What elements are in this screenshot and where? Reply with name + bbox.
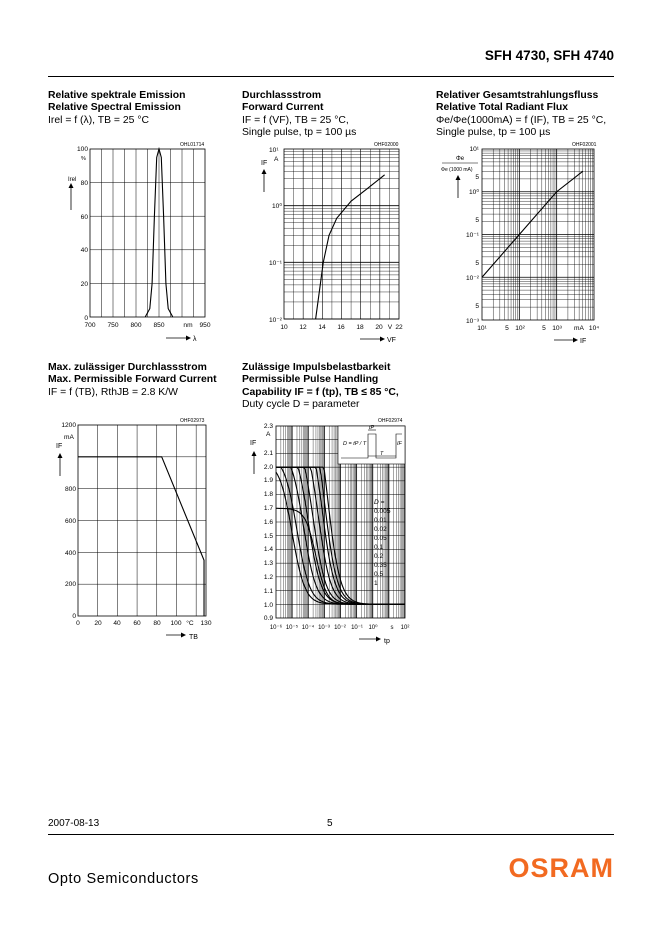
flux-xtick-10e4: 10⁴ [588, 325, 600, 332]
maxcurrent-y-ticks [65, 486, 76, 620]
pulse-legend-05: 0.5 [374, 571, 384, 578]
forward-grid [284, 149, 399, 319]
spectral-grid [90, 149, 205, 317]
pulse-x-arrowhead [376, 637, 381, 642]
forward-chart [242, 138, 417, 348]
pulse-inset-if: IF [397, 441, 402, 447]
maxcurrent-heading-en: Max. Permissible Forward Current [48, 374, 217, 386]
maxcurrent-ytick-1200: 1200 [61, 422, 76, 429]
spectral-heading-en: Relative Spectral Emission [48, 102, 181, 114]
flux-curve [482, 171, 583, 277]
maxcurrent-ytick-200: 200 [64, 581, 76, 588]
pulse-ytick-12: 1.2 [263, 574, 273, 581]
forward-heading [242, 90, 427, 140]
flux-xtick-5a: 5 [505, 325, 509, 332]
spectral-xtick-700: 700 [84, 322, 96, 329]
spectral-y-arrowhead [69, 183, 74, 188]
pulse-legend-002: 0.02 [374, 526, 387, 533]
pulse-legend-0005: 0.005 [374, 508, 391, 515]
header-rule [48, 76, 614, 77]
forward-formula2: Single pulse, tp = 100 µs [242, 127, 357, 139]
flux-y-label-den: Φe (1000 mA) [441, 167, 473, 173]
spectral-xtick-800: 800 [130, 322, 142, 329]
maxcurrent-xtick-100: 100 [170, 620, 182, 627]
flux-ytick-5a: 5 [475, 174, 479, 181]
forward-xtick-22: 22 [395, 324, 403, 331]
maxcurrent-x-arrowhead [181, 633, 186, 638]
spectral-formula: Irel = f (λ), TB = 25 °C [48, 114, 149, 126]
pulse-x-unit: s [390, 625, 394, 631]
pulse-heading-de: Zulässige Impulsbelastbarkeit [242, 362, 391, 373]
pulse-xtick-10e-4: 10⁻⁴ [301, 625, 315, 631]
pulse-ytick-10: 1.0 [263, 602, 273, 609]
flux-heading-en: Relative Total Radiant Flux [436, 102, 569, 114]
forward-ytick-10e1: 10¹ [269, 147, 279, 154]
maxcurrent-curve [78, 457, 204, 616]
maxcurrent-heading [48, 362, 238, 399]
forward-x-unit: V [387, 324, 393, 331]
flux-chart [436, 138, 616, 348]
forward-xtick-10: 10 [280, 324, 288, 331]
flux-ytick-10e0: 10⁰ [469, 189, 479, 196]
maxcurrent-ytick-800: 800 [64, 486, 76, 493]
pulse-legend-035: 0.35 [374, 562, 387, 569]
spectral-heading [48, 90, 233, 127]
maxcurrent-grid [78, 425, 206, 616]
forward-xtick-12: 12 [299, 324, 307, 331]
forward-xtick-18: 18 [356, 324, 364, 331]
flux-x-ticks [477, 325, 599, 332]
maxcurrent-y-label: IF [56, 443, 63, 450]
flux-xtick-5b: 5 [542, 325, 546, 332]
flux-x-unit: mA [574, 325, 584, 332]
pulse-legend-title: D = [374, 499, 385, 506]
forward-x-label: VF [387, 337, 396, 344]
pulse-ytick-19: 1.9 [263, 477, 273, 484]
pulse-ytick-23: 2.3 [263, 423, 273, 430]
spectral-x-label: λ [193, 336, 197, 343]
flux-heading [436, 90, 626, 140]
spectral-chart [48, 138, 223, 348]
pulse-x-ticks [270, 624, 409, 631]
maxcurrent-x-label: TB [189, 634, 198, 641]
forward-xtick-20: 20 [375, 324, 383, 331]
flux-formula: Φe/Φe(1000mA) = f (IF), TB = 25 °C, [436, 114, 607, 126]
spectral-x-ticks [84, 322, 210, 329]
spectral-ytick-20: 20 [80, 281, 88, 288]
pulse-legend-001: 0.01 [374, 517, 387, 524]
pulse-legend-005: 0.05 [374, 535, 387, 542]
footer-division: Opto Semiconductors [48, 871, 199, 887]
flux-y-arrowhead [456, 175, 461, 180]
spectral-xtick-850: 850 [153, 322, 165, 329]
pulse-chart-id: OHF02974 [378, 418, 403, 424]
pulse-y-unit: A [266, 431, 271, 438]
forward-heading-de: Durchlassstrom [242, 90, 322, 101]
maxcurrent-y-arrowhead [58, 453, 63, 458]
forward-x-arrowhead [380, 337, 385, 342]
pulse-inset-tp: tP [369, 425, 375, 431]
spectral-xtick-950: 950 [199, 322, 211, 329]
footer-date: 2007-08-13 [48, 818, 100, 829]
forward-y-arrowhead [262, 169, 267, 174]
pulse-ytick-15: 1.5 [263, 533, 273, 540]
pulse-ytick-16: 1.6 [263, 519, 273, 526]
pulse-xtick-10e-2: 10⁻² [334, 625, 346, 631]
maxcurrent-xtick-60: 60 [133, 620, 141, 627]
spectral-ytick-80: 80 [80, 180, 88, 187]
pulse-ytick-18: 1.8 [263, 491, 273, 498]
spectral-y-ticks [77, 146, 88, 322]
flux-ytick-5c: 5 [475, 260, 479, 267]
flux-x-label: IF [580, 338, 587, 345]
pulse-heading-en: Permissible Pulse Handling [242, 374, 379, 386]
pulse-ytick-14: 1.4 [263, 546, 273, 553]
forward-x-ticks [280, 324, 403, 331]
forward-ytick-10e0: 10⁰ [272, 203, 282, 210]
flux-ytick-10e-2: 10⁻² [465, 275, 479, 282]
osram-logo: OSRAM [508, 853, 614, 883]
forward-ytick-10e-2: 10⁻² [268, 317, 282, 324]
pulse-y-arrowhead [252, 451, 257, 456]
spectral-ytick-0: 0 [84, 315, 88, 322]
spectral-heading-de: Relative spektrale Emission [48, 90, 186, 101]
flux-ytick-5b: 5 [475, 217, 479, 224]
pulse-heading [242, 362, 432, 412]
flux-grid [482, 149, 594, 320]
maxcurrent-formula: IF = f (TB), RthJB = 2.8 K/W [48, 386, 178, 398]
pulse-ytick-09: 0.9 [263, 615, 273, 622]
forward-heading-en: Forward Current [242, 102, 324, 114]
pulse-inset-t: T [380, 451, 384, 457]
maxcurrent-chart [48, 412, 223, 647]
flux-x-arrowhead [573, 338, 578, 343]
pulse-inset-ratio: D = tP / T [343, 441, 367, 447]
pulse-ytick-13: 1.3 [263, 560, 273, 567]
forward-chart-id: OHF02000 [374, 142, 399, 148]
pulse-y-label: IF [250, 440, 257, 447]
pulse-ytick-17: 1.7 [263, 505, 273, 512]
maxcurrent-xtick-20: 20 [94, 620, 102, 627]
forward-y-unit: A [274, 156, 279, 163]
pulse-xtick-10e-3: 10⁻³ [318, 625, 330, 631]
flux-y-label-num: Φe [456, 156, 465, 162]
pulse-xtick-10e2: 10² [400, 625, 410, 631]
document-title: SFH 4730, SFH 4740 [484, 48, 614, 63]
forward-xtick-14: 14 [318, 324, 326, 331]
spectral-chart-id: OHL01714 [180, 142, 205, 148]
maxcurrent-ytick-400: 400 [64, 550, 76, 557]
maxcurrent-x-ticks [76, 619, 212, 627]
pulse-xtick-10e-1: 10⁻¹ [351, 625, 363, 631]
flux-heading-de: Relativer Gesamtstrahlungsfluss [436, 90, 599, 101]
pulse-legend-02: 0.2 [374, 553, 384, 560]
maxcurrent-xtick-80: 80 [153, 620, 161, 627]
maxcurrent-xtick-40: 40 [113, 620, 121, 627]
forward-xtick-16: 16 [337, 324, 345, 331]
pulse-legend-01: 0.1 [374, 544, 384, 551]
spectral-y-label: Irel [68, 177, 77, 183]
flux-ytick-10e-1: 10⁻¹ [465, 232, 479, 239]
pulse-ytick-21: 2.1 [263, 450, 273, 457]
spectral-ytick-60: 60 [80, 214, 88, 221]
forward-y-ticks [269, 202, 283, 324]
pulse-x-label: tp [384, 638, 390, 645]
pulse-xtick-10e-6: 10⁻⁶ [269, 625, 283, 631]
spectral-ytick-100: 100 [76, 146, 88, 153]
maxcurrent-ytick-0: 0 [72, 613, 76, 620]
maxcurrent-xtick-130: 130 [200, 620, 212, 627]
flux-xtick-10e2: 10² [515, 325, 525, 332]
pulse-y-ticks [264, 423, 273, 622]
flux-xtick-10e1: 10¹ [477, 325, 487, 332]
maxcurrent-y-unit: mA [64, 434, 74, 441]
flux-xtick-10e3: 10³ [552, 325, 562, 332]
pulse-chart [242, 412, 422, 652]
pulse-xtick-10e-5: 10⁻⁵ [285, 625, 299, 631]
spectral-ytick-40: 40 [80, 247, 88, 254]
pulse-formula: Duty cycle D = parameter [242, 399, 360, 411]
forward-ytick-10e-1: 10⁻¹ [268, 260, 282, 267]
flux-formula2: Single pulse, tp = 100 µs [436, 127, 551, 139]
forward-curve [316, 175, 385, 319]
spectral-x-arrowhead [186, 336, 191, 341]
maxcurrent-ytick-600: 600 [64, 518, 76, 525]
maxcurrent-xtick-0: 0 [76, 620, 80, 627]
flux-ytick-10e1: 10¹ [469, 146, 479, 153]
footer-page-number: 5 [327, 818, 333, 829]
pulse-ytick-20: 2.0 [263, 464, 273, 471]
spectral-x-unit: nm [183, 322, 193, 329]
flux-ytick-10e-3: 10⁻³ [465, 318, 479, 325]
pulse-heading-en2: Capability IF = f (tp), TB ≤ 85 °C, [242, 386, 399, 398]
pulse-legend-1: 1 [374, 580, 378, 587]
forward-y-label: IF [261, 160, 268, 167]
spectral-xtick-750: 750 [107, 322, 119, 329]
flux-ytick-5d: 5 [475, 303, 479, 310]
maxcurrent-heading-de: Max. zulässiger Durchlassstrom [48, 362, 207, 373]
maxcurrent-x-unit: °C [186, 620, 194, 627]
maxcurrent-chart-id: OHF02973 [180, 418, 205, 424]
pulse-ytick-11: 1.1 [263, 588, 273, 595]
pulse-xtick-10e0: 10⁰ [368, 625, 378, 631]
spectral-y-unit: % [81, 156, 86, 162]
flux-chart-id: OHF02001 [572, 142, 597, 148]
forward-formula: IF = f (VF), TB = 25 °C, [242, 114, 349, 126]
footer-rule [48, 834, 614, 835]
